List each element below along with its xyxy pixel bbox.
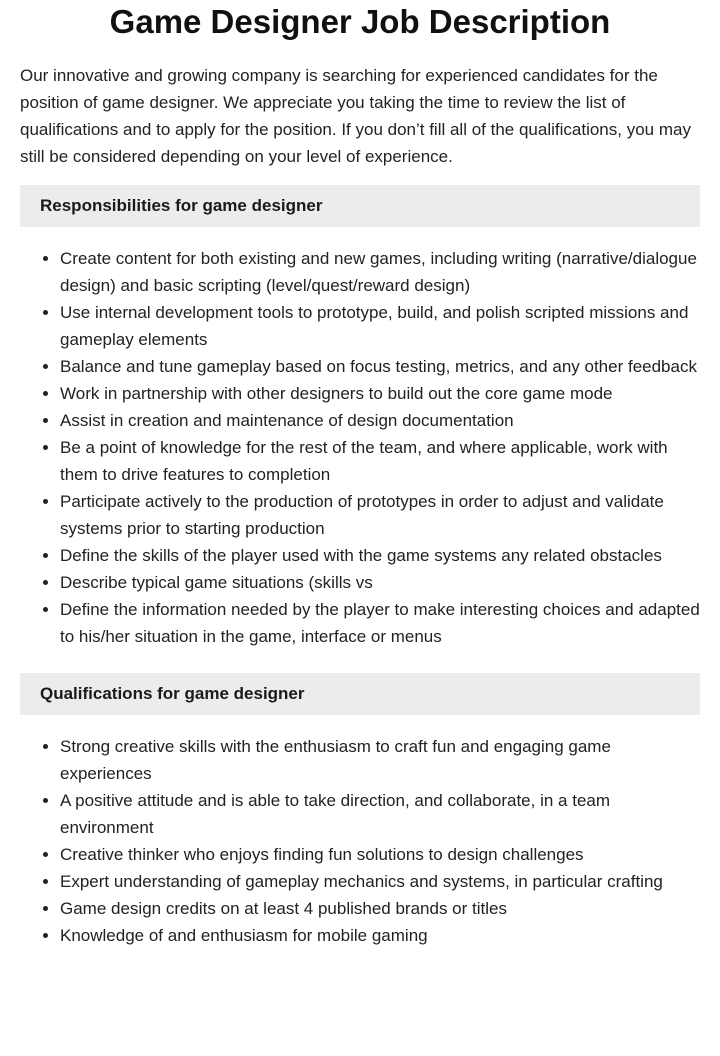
list-item: Use internal development tools to prototype, build, and polish scripted missions and gameplay elements	[60, 299, 700, 353]
list-item: Assist in creation and maintenance of design documentation	[60, 407, 700, 434]
list-item: Define the skills of the player used with the game systems any related obstacles	[60, 542, 700, 569]
list-item: Balance and tune gameplay based on focus testing, metrics, and any other feedback	[60, 353, 700, 380]
responsibilities-list	[20, 245, 700, 650]
list-item: A positive attitude and is able to take direction, and collaborate, in a team environment	[60, 787, 700, 841]
page-title: Game Designer Job Description	[109, 3, 611, 40]
list-item: Creative thinker who enjoys finding fun solutions to design challenges	[60, 841, 700, 868]
list-item: Describe typical game situations (skills vs	[60, 569, 700, 596]
list-item: Work in partnership with other designers to build out the core game mode	[60, 380, 700, 407]
list-item: Create content for both existing and new games, including writing (narrative/dialogue design) and basic scripting (level/quest/reward design)	[60, 245, 700, 299]
list-item: Knowledge of and enthusiasm for mobile gaming	[60, 922, 700, 949]
list-item: Participate actively to the production of prototypes in order to adjust and validate systems prior to starting production	[60, 488, 700, 542]
qualifications-heading: Qualifications for game designer	[20, 673, 700, 715]
intro-paragraph: Our innovative and growing company is searching for experienced candidates for the position of game designer. We appreciate you taking the time to review the list of qualifications and to apply for the position. If you don’t fill all of the qualifications, you may still be considered depending on your level of experience.	[20, 66, 691, 166]
responsibilities-heading: Responsibilities for game designer	[20, 185, 700, 227]
qualifications-list	[20, 733, 700, 949]
list-item: Game design credits on at least 4 published brands or titles	[60, 895, 700, 922]
list-item: Define the information needed by the player to make interesting choices and adapted to his/her situation in the game, interface or menus	[60, 596, 700, 650]
list-item: Be a point of knowledge for the rest of the team, and where applicable, work with them to drive features to completion	[60, 434, 700, 488]
list-item: Strong creative skills with the enthusiasm to craft fun and engaging game experiences	[60, 733, 700, 787]
list-item: Expert understanding of gameplay mechanics and systems, in particular crafting	[60, 868, 700, 895]
